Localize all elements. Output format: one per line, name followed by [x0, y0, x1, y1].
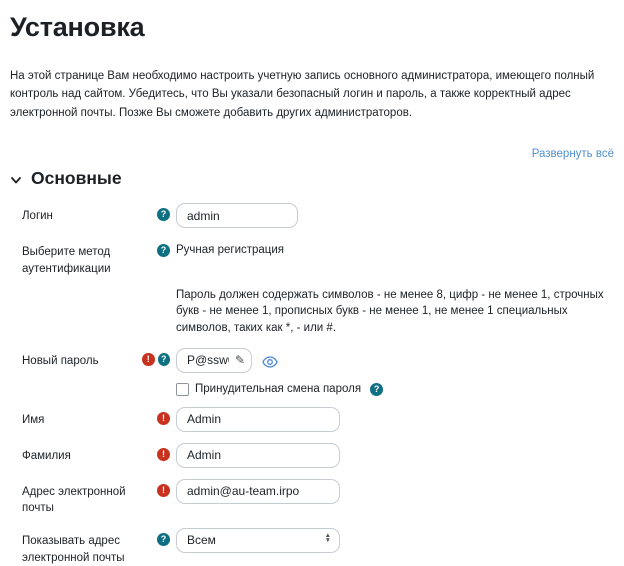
form-row-login — [22, 203, 614, 228]
intro-text: На этой странице Вам необходимо настроить учетную запись основного администратора, имеющего полный контроль над сайтом. Убедитесь, что Вы указали безопасный логин и пароль, а также корректный адрес электронной почты. Позже Вы сможете добавить других администраторов. — [10, 70, 595, 119]
form-row-auth-method — [22, 239, 614, 277]
form-row-force-password-change — [22, 380, 614, 396]
force-password-change-label[interactable]: Принудительная смена пароля — [195, 383, 362, 396]
first-name-input[interactable] — [176, 407, 340, 432]
required-icon: ! — [142, 353, 155, 366]
email-visibility-select[interactable] — [176, 528, 340, 553]
expand-all-link[interactable]: Развернуть всё — [531, 148, 614, 161]
expand-all-row — [10, 144, 614, 162]
login-input[interactable] — [176, 203, 298, 228]
force-password-change-checkbox[interactable] — [176, 383, 189, 396]
auth-method-label: Выберите метод аутентификации — [22, 246, 111, 275]
form-row-last-name — [22, 443, 614, 468]
last-name-label: Фамилия — [22, 449, 71, 462]
help-icon[interactable]: ? — [370, 383, 383, 396]
form-row-email — [22, 479, 614, 517]
help-icon[interactable]: ? — [157, 533, 170, 546]
section-title: Основные — [31, 168, 122, 189]
form-row-new-password — [22, 348, 614, 373]
page-title: Установка — [10, 12, 145, 42]
section-basic-header[interactable] — [10, 168, 614, 189]
password-hint-text: Пароль должен содержать символов - не менее 8, цифр - не менее 1, строчных букв - не менее 1, прописных букв - не менее 1, не менее 1 специальных символов, таких как *, - или #. — [176, 288, 604, 334]
new-password-input[interactable] — [176, 348, 252, 373]
unmask-password-eye-icon[interactable] — [262, 356, 278, 368]
select-updown-icon: ▲ ▼ — [324, 531, 331, 545]
email-input[interactable] — [176, 479, 340, 504]
required-icon: ! — [157, 484, 170, 497]
last-name-input[interactable] — [176, 443, 340, 468]
first-name-label: Имя — [22, 413, 45, 426]
form-row-email-visibility — [22, 528, 614, 566]
email-visibility-label: Показывать адрес электронной почты — [22, 534, 125, 564]
required-icon: ! — [157, 412, 170, 425]
chevron-down-icon — [10, 175, 22, 185]
required-icon: ! — [157, 448, 170, 461]
help-icon[interactable]: ? — [158, 353, 171, 366]
pencil-icon: ✎ — [234, 352, 245, 367]
help-icon[interactable]: ? — [157, 208, 170, 221]
help-icon[interactable]: ? — [157, 244, 170, 257]
admin-account-form — [22, 203, 614, 566]
email-label: Адрес электронной почты — [22, 485, 126, 515]
new-password-label: Новый пароль — [22, 354, 99, 367]
form-row-first-name — [22, 407, 614, 432]
auth-method-value: Ручная регистрация — [176, 244, 285, 257]
form-row-password-hint — [22, 285, 614, 341]
login-label: Логин — [22, 210, 53, 223]
